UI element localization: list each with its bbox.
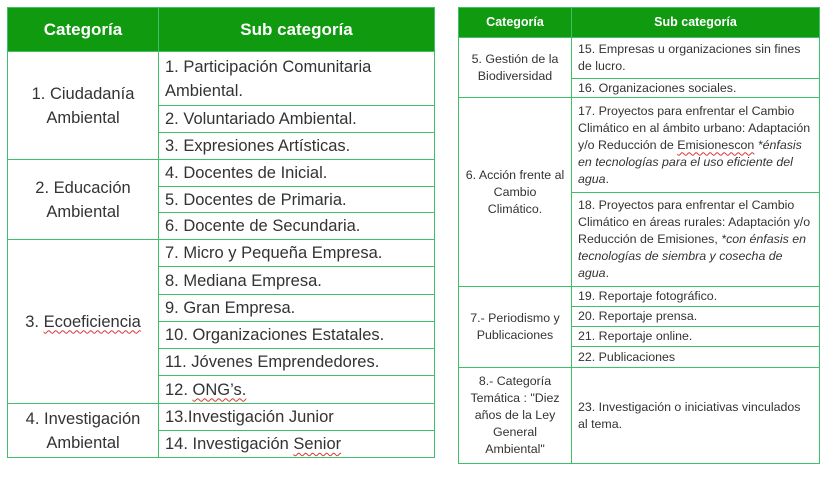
categories-table-right	[458, 7, 820, 464]
header-subcategory: Sub categoría	[572, 8, 820, 38]
subcategory-text: 16. Organizaciones sociales.	[578, 80, 737, 95]
subcategory-cell: 2. Voluntariado Ambiental.	[159, 106, 435, 133]
subcategory-cell: 11. Jóvenes Emprendedores.	[159, 349, 435, 376]
subcategory-text: 22. Publicaciones	[578, 349, 676, 364]
table-row	[459, 368, 820, 464]
subcategory-cell	[572, 327, 820, 347]
subcategory-text: *énfasis en tecnologías para el uso eficiente del agua	[578, 137, 802, 186]
table-row	[8, 404, 435, 431]
category-cell: 5. Gestión de la Biodiversidad	[459, 38, 572, 98]
subcategory-text: Emisionescon	[677, 137, 755, 152]
category-cell: 2. Educación Ambiental	[8, 160, 159, 240]
subcategory-cell	[572, 98, 820, 193]
header-subcategory: Sub categoría	[159, 8, 435, 52]
subcategory-cell	[572, 287, 820, 307]
subcategory-text: 23. Investigación o iniciativas vinculados al tema.	[578, 399, 801, 431]
subcategory-cell	[572, 368, 820, 464]
subcategory-text: *con énfasis en tecnologías de siembra y cosecha de agua	[578, 232, 806, 280]
subcategory-text: .	[605, 266, 610, 280]
subcategory-cell	[572, 347, 820, 368]
subcategory-cell: 3. Expresiones Artísticas.	[159, 133, 435, 160]
categories-table-left	[7, 7, 435, 458]
table-row	[8, 240, 435, 267]
subcategory-cell: 9. Gran Empresa.	[159, 295, 435, 322]
subcategory-cell: 4. Docentes de Inicial.	[159, 160, 435, 187]
subcategory-text: 19. Reportaje fotográfico.	[578, 289, 718, 303]
category-cell: 3. Ecoeficiencia	[8, 240, 159, 404]
table-row	[459, 287, 820, 307]
subcategory-text: 18. Proyectos para enfrentar el Cambio Climático en áreas rurales: Adaptación y/o Reducción de Emisiones,	[578, 198, 811, 246]
table-row	[459, 98, 820, 193]
header-category: Categoría	[459, 8, 572, 38]
subcategory-text: 20. Reportaje prensa.	[578, 309, 698, 323]
table-row	[8, 52, 435, 106]
category-cell: 7.- Periodismo y Publicaciones	[459, 287, 572, 368]
subcategory-cell: 6. Docente de Secundaria.	[159, 213, 435, 240]
category-cell: 4. Investigación Ambiental	[8, 404, 159, 458]
subcategory-cell: 7. Micro y Pequeña Empresa.	[159, 240, 435, 267]
subcategory-cell: 1. Participación Comunitaria Ambiental.	[159, 52, 435, 106]
category-cell: 6. Acción frente al Cambio Climático.	[459, 98, 572, 287]
subcategory-text: .	[605, 171, 610, 186]
table-row	[459, 38, 820, 79]
subcategory-cell: 8. Mediana Empresa.	[159, 267, 435, 295]
subcategory-cell	[572, 193, 820, 287]
subcategory-text: 21. Reportaje online.	[578, 329, 693, 343]
header-category: Categoría	[8, 8, 159, 52]
subcategory-cell: 13.Investigación Junior	[159, 404, 435, 431]
subcategory-cell	[572, 38, 820, 79]
subcategory-cell	[572, 307, 820, 327]
subcategory-cell: 5. Docentes de Primaria.	[159, 187, 435, 213]
category-cell: 1. Ciudadanía Ambiental	[8, 52, 159, 160]
subcategory-cell: 10. Organizaciones Estatales.	[159, 322, 435, 349]
category-cell: 8.- Categoría Temática : "Diez años de la Ley General Ambiental"	[459, 368, 572, 464]
subcategory-text: 17. Proyectos para enfrentar el Cambio Climático en al ámbito urbano: Adaptación y/o Reducción de	[578, 103, 811, 152]
subcategory-cell: 12. ONG’s.	[159, 376, 435, 404]
subcategory-cell: 14. Investigación Senior	[159, 431, 435, 458]
subcategory-text: 15. Empresas u organizaciones sin fines de lucro.	[578, 42, 801, 73]
table-row	[8, 160, 435, 187]
subcategory-cell	[572, 79, 820, 98]
